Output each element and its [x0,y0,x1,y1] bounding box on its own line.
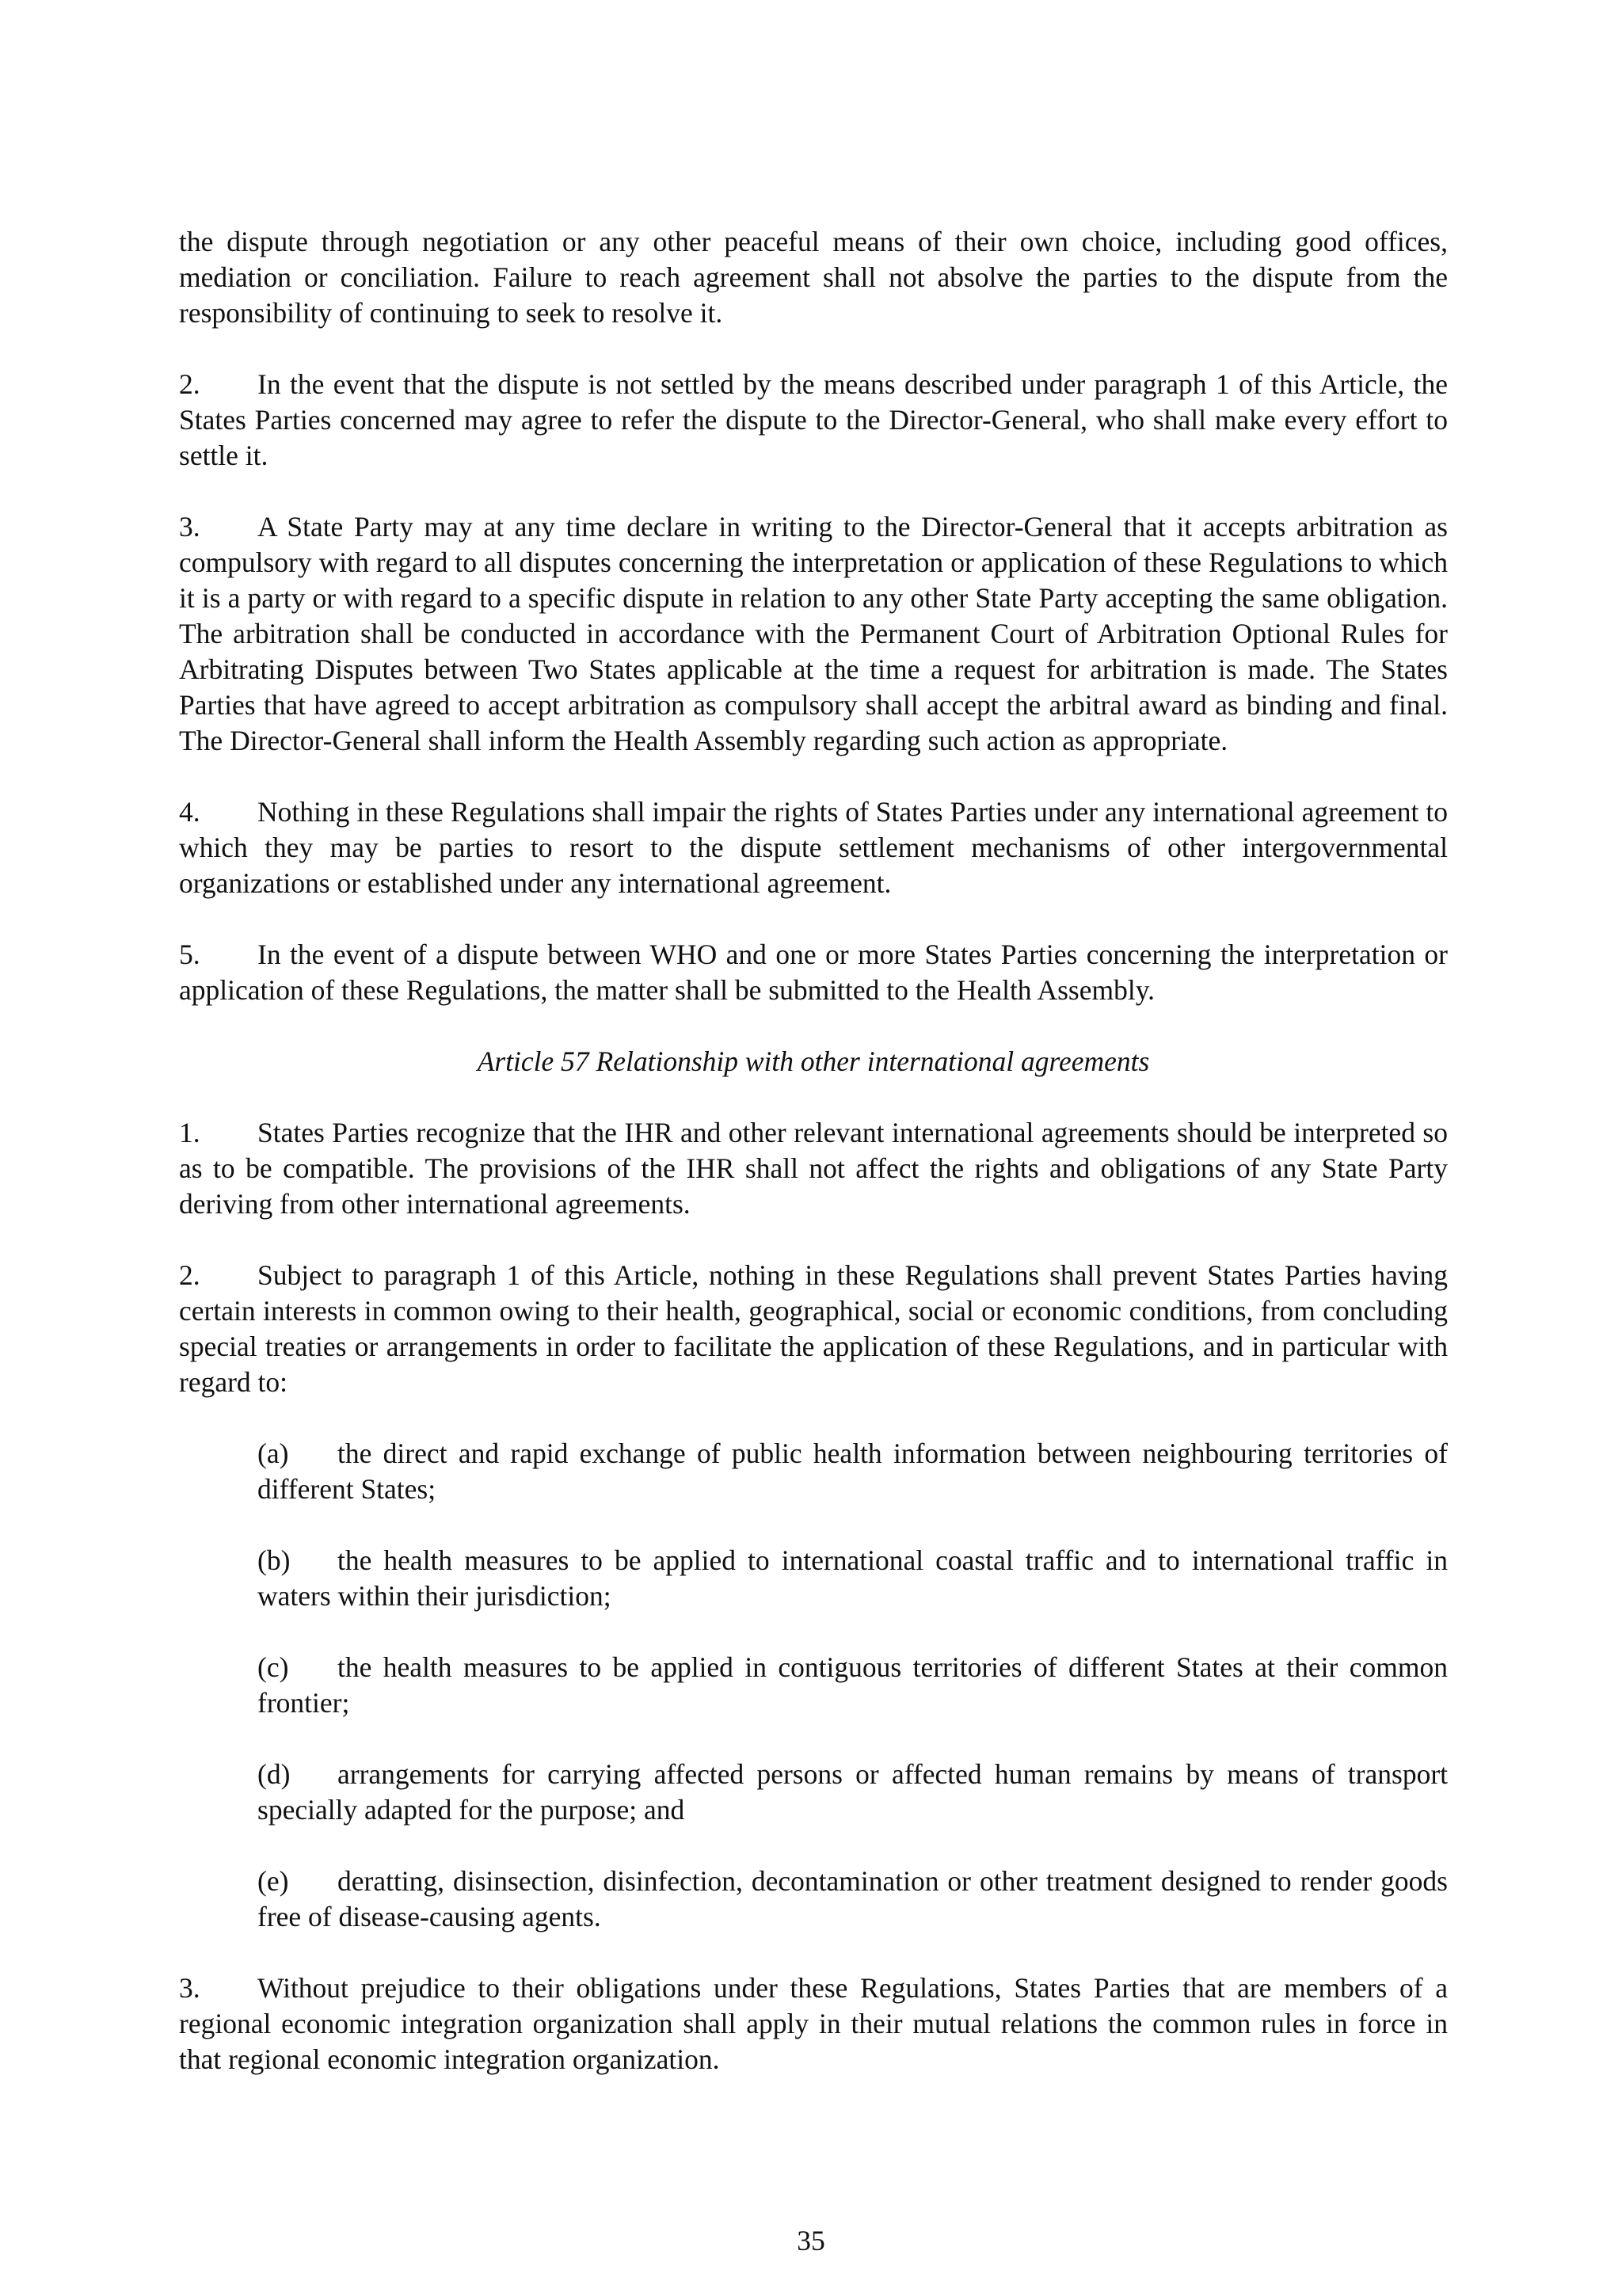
paragraph-text: In the event that the dispute is not settled by the means described under paragraph 1 of this Article, the States Parties concerned may agree to refer the dispute to the Director-General, who shall make every effort to settle it. [179,368,1448,471]
paragraph-2 [179,367,1448,474]
subitem-text: the health measures to be applied in contiguous territories of different States at their common frontier; [257,1651,1448,1719]
subitem-label: (e) [257,1865,289,1897]
paragraph-text: A State Party may at any time declare in writing to the Director-General that it accepts arbitration as compulsory with regard to all disputes concerning the interpretation or application of these Regulations to which it is a party or with regard to a specific dispute in relation to any other State Party accepting the same obligation. The arbitration shall be conducted in accordance with the Permanent Court of Arbitration Optional Rules for Arbitrating Disputes between Two States applicable at the time a request for arbitration is made. The States Parties that have agreed to accept arbitration as compulsory shall accept the arbitral award as binding and final. The Director-General shall inform the Health Assembly regarding such action as appropriate. [179,511,1448,756]
subitem-label: (b) [257,1544,291,1576]
paragraph-number: 2. [179,1259,200,1291]
subitem-c [257,1650,1448,1721]
document-body [179,224,1448,2113]
paragraph-number: 3. [179,1972,200,2004]
paragraph-text: Nothing in these Regulations shall impair the rights of States Parties under any international agreement to which they may be parties to resort to the dispute settlement mechanisms of other intergovernmental organizations or established under any international agreement. [179,796,1448,899]
paragraph-text: Subject to paragraph 1 of this Article, nothing in these Regulations shall prevent States Parties having certain interests in common owing to their health, geographical, social or economic conditions, from concluding special treaties or arrangements in order to facilitate the application of these Regulations, and in particular with regard to: [179,1259,1448,1398]
article-heading: Article 57 Relationship with other international agreements [477,1045,1150,1077]
paragraph-text: In the event of a dispute between WHO and one or more States Parties concerning the interpretation or application of these Regulations, the matter shall be submitted to the Health Assembly. [179,939,1448,1006]
paragraph-text: Without prejudice to their obligations under these Regulations, States Parties that are members of a regional economic integration organization shall apply in their mutual relations the common rules in force in that regional economic integration organization. [179,1972,1448,2075]
article57-paragraph-3 [179,1970,1448,2077]
subitem-label: (d) [257,1758,291,1790]
article57-paragraph-2 [179,1258,1448,1400]
article57-paragraph-1 [179,1115,1448,1222]
subitem-b [257,1543,1448,1614]
subitem-text: the health measures to be applied to international coastal traffic and to international traffic in waters within their jurisdiction; [257,1544,1448,1612]
paragraph-number: 2. [179,368,200,400]
subitem-d [257,1757,1448,1828]
paragraph-number: 1. [179,1117,200,1148]
paragraph-4 [179,794,1448,901]
paragraph-5 [179,937,1448,1008]
paragraph-continuation [179,224,1448,331]
subitem-label: (a) [257,1437,289,1469]
subitem-text: arrangements for carrying affected persons or affected human remains by means of transport specially adapted for the purpose; and [257,1758,1448,1826]
paragraph-text: States Parties recognize that the IHR and other relevant international agreements should be interpreted so as to be compatible. The provisions of the IHR shall not affect the rights and obligations of any State Party deriving from other international agreements. [179,1117,1448,1220]
paragraph-3 [179,509,1448,759]
subitem-text: deratting, disinsection, disinfection, decontamination or other treatment designed to render goods free of disease-causing agents. [257,1865,1448,1932]
subitem-a [257,1436,1448,1507]
paragraph-text: the dispute through negotiation or any other peaceful means of their own choice, including good offices, mediation or conciliation. Failure to reach agreement shall not absolve the parties to the dispute from the responsibility of continuing to seek to resolve it. [179,226,1448,329]
subitem-text: the direct and rapid exchange of public health information between neighbouring territories of different States; [257,1437,1448,1505]
paragraph-number: 5. [179,939,200,970]
subitem-label: (c) [257,1651,289,1683]
subitem-e [257,1864,1448,1935]
paragraph-number: 4. [179,796,200,828]
paragraph-number: 3. [179,511,200,543]
page-number: 35 [797,2225,825,2256]
